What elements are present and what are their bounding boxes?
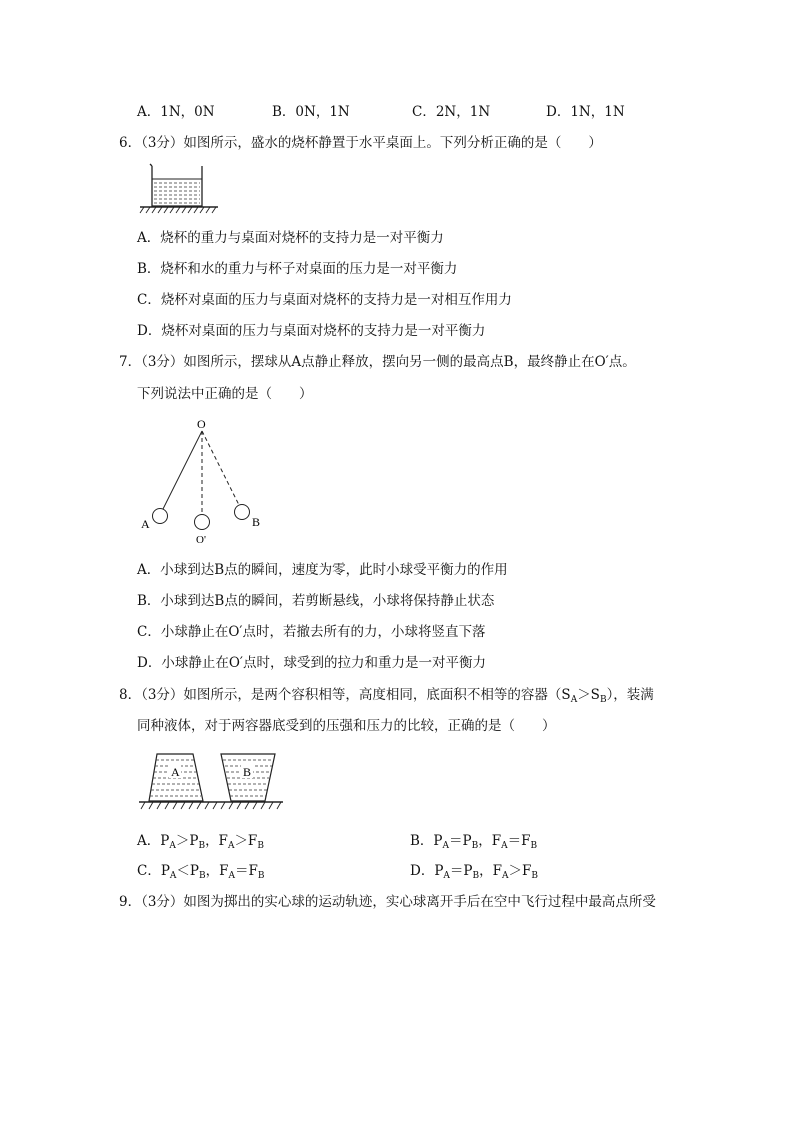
q7-option-c: C．小球静止在O′点时，若撤去所有的力，小球将竖直下落 bbox=[137, 624, 486, 640]
container-label-b: B bbox=[243, 765, 252, 779]
q8-option-c: C．$P_A<P_B$，$F_A=F_B$ bbox=[137, 863, 265, 881]
q5-option-b: B．0N，1N bbox=[272, 104, 350, 120]
q8-option-d: D．$P_A=P_B$，$F_A>F_B$ bbox=[410, 863, 539, 881]
q8-option-a: A．$P_A>P_B$，$F_A>F_B$ bbox=[137, 833, 264, 851]
container-label-a: A bbox=[171, 765, 180, 779]
q6-option-b: B．烧杯和水的重力与杯子对桌面的压力是一对平衡力 bbox=[137, 261, 458, 277]
q9-stem: 9．（3分）如图为掷出的实心球的运动轨迹，实心球离开手后在空中飞行过程中最高点所受 bbox=[119, 894, 656, 910]
pendulum-label-o-prime: O' bbox=[196, 534, 206, 546]
q7-option-a: A．小球到达B点的瞬间，速度为零，此时小球受平衡力的作用 bbox=[137, 562, 508, 578]
q7-option-b: B．小球到达B点的瞬间，若剪断悬线，小球将保持静止状态 bbox=[137, 593, 495, 609]
q6-option-a: A．烧杯的重力与桌面对烧杯的支持力是一对平衡力 bbox=[137, 230, 444, 246]
beaker-figure bbox=[138, 160, 228, 215]
pendulum-figure bbox=[135, 412, 275, 547]
containers-figure bbox=[137, 748, 287, 813]
q6-stem: 6．（3分）如图所示，盛水的烧杯静置于水平桌面上。下列分析正确的是（ ） bbox=[119, 135, 602, 151]
q7-option-d: D．小球静止在O′点时，球受到的拉力和重力是一对平衡力 bbox=[137, 655, 486, 671]
q5-option-a: A．1N，0N bbox=[137, 104, 215, 120]
q6-option-d: D．烧杯对桌面的压力与桌面对烧杯的支持力是一对平衡力 bbox=[137, 323, 486, 339]
pendulum-label-o: O bbox=[197, 417, 206, 431]
q5-option-c: C．2N，1N bbox=[412, 104, 491, 120]
q8-option-b: B．$P_A=P_B$，$F_A=F_B$ bbox=[410, 833, 538, 851]
q5-option-d: D．1N，1N bbox=[546, 104, 625, 120]
q7-stem-line1: 7．（3分）如图所示，摆球从A点静止释放，摆向另一侧的最高点B，最终静止在O′点。 bbox=[119, 354, 636, 370]
q8-stem-line2: 同种液体，对于两容器底受到的压强和压力的比较，正确的是（ ） bbox=[137, 718, 556, 734]
pendulum-label-b: B bbox=[252, 515, 261, 529]
q8-stem-line1: 8．（3分）如图所示，是两个容积相等，高度相同，底面积不相等的容器$(S_A>S_B)$，装满 bbox=[119, 687, 654, 705]
q6-option-c: C．烧杯对桌面的压力与桌面对烧杯的支持力是一对相互作用力 bbox=[137, 292, 512, 308]
q7-stem-line2: 下列说法中正确的是（ ） bbox=[137, 386, 313, 402]
pendulum-label-a: A bbox=[141, 517, 150, 531]
